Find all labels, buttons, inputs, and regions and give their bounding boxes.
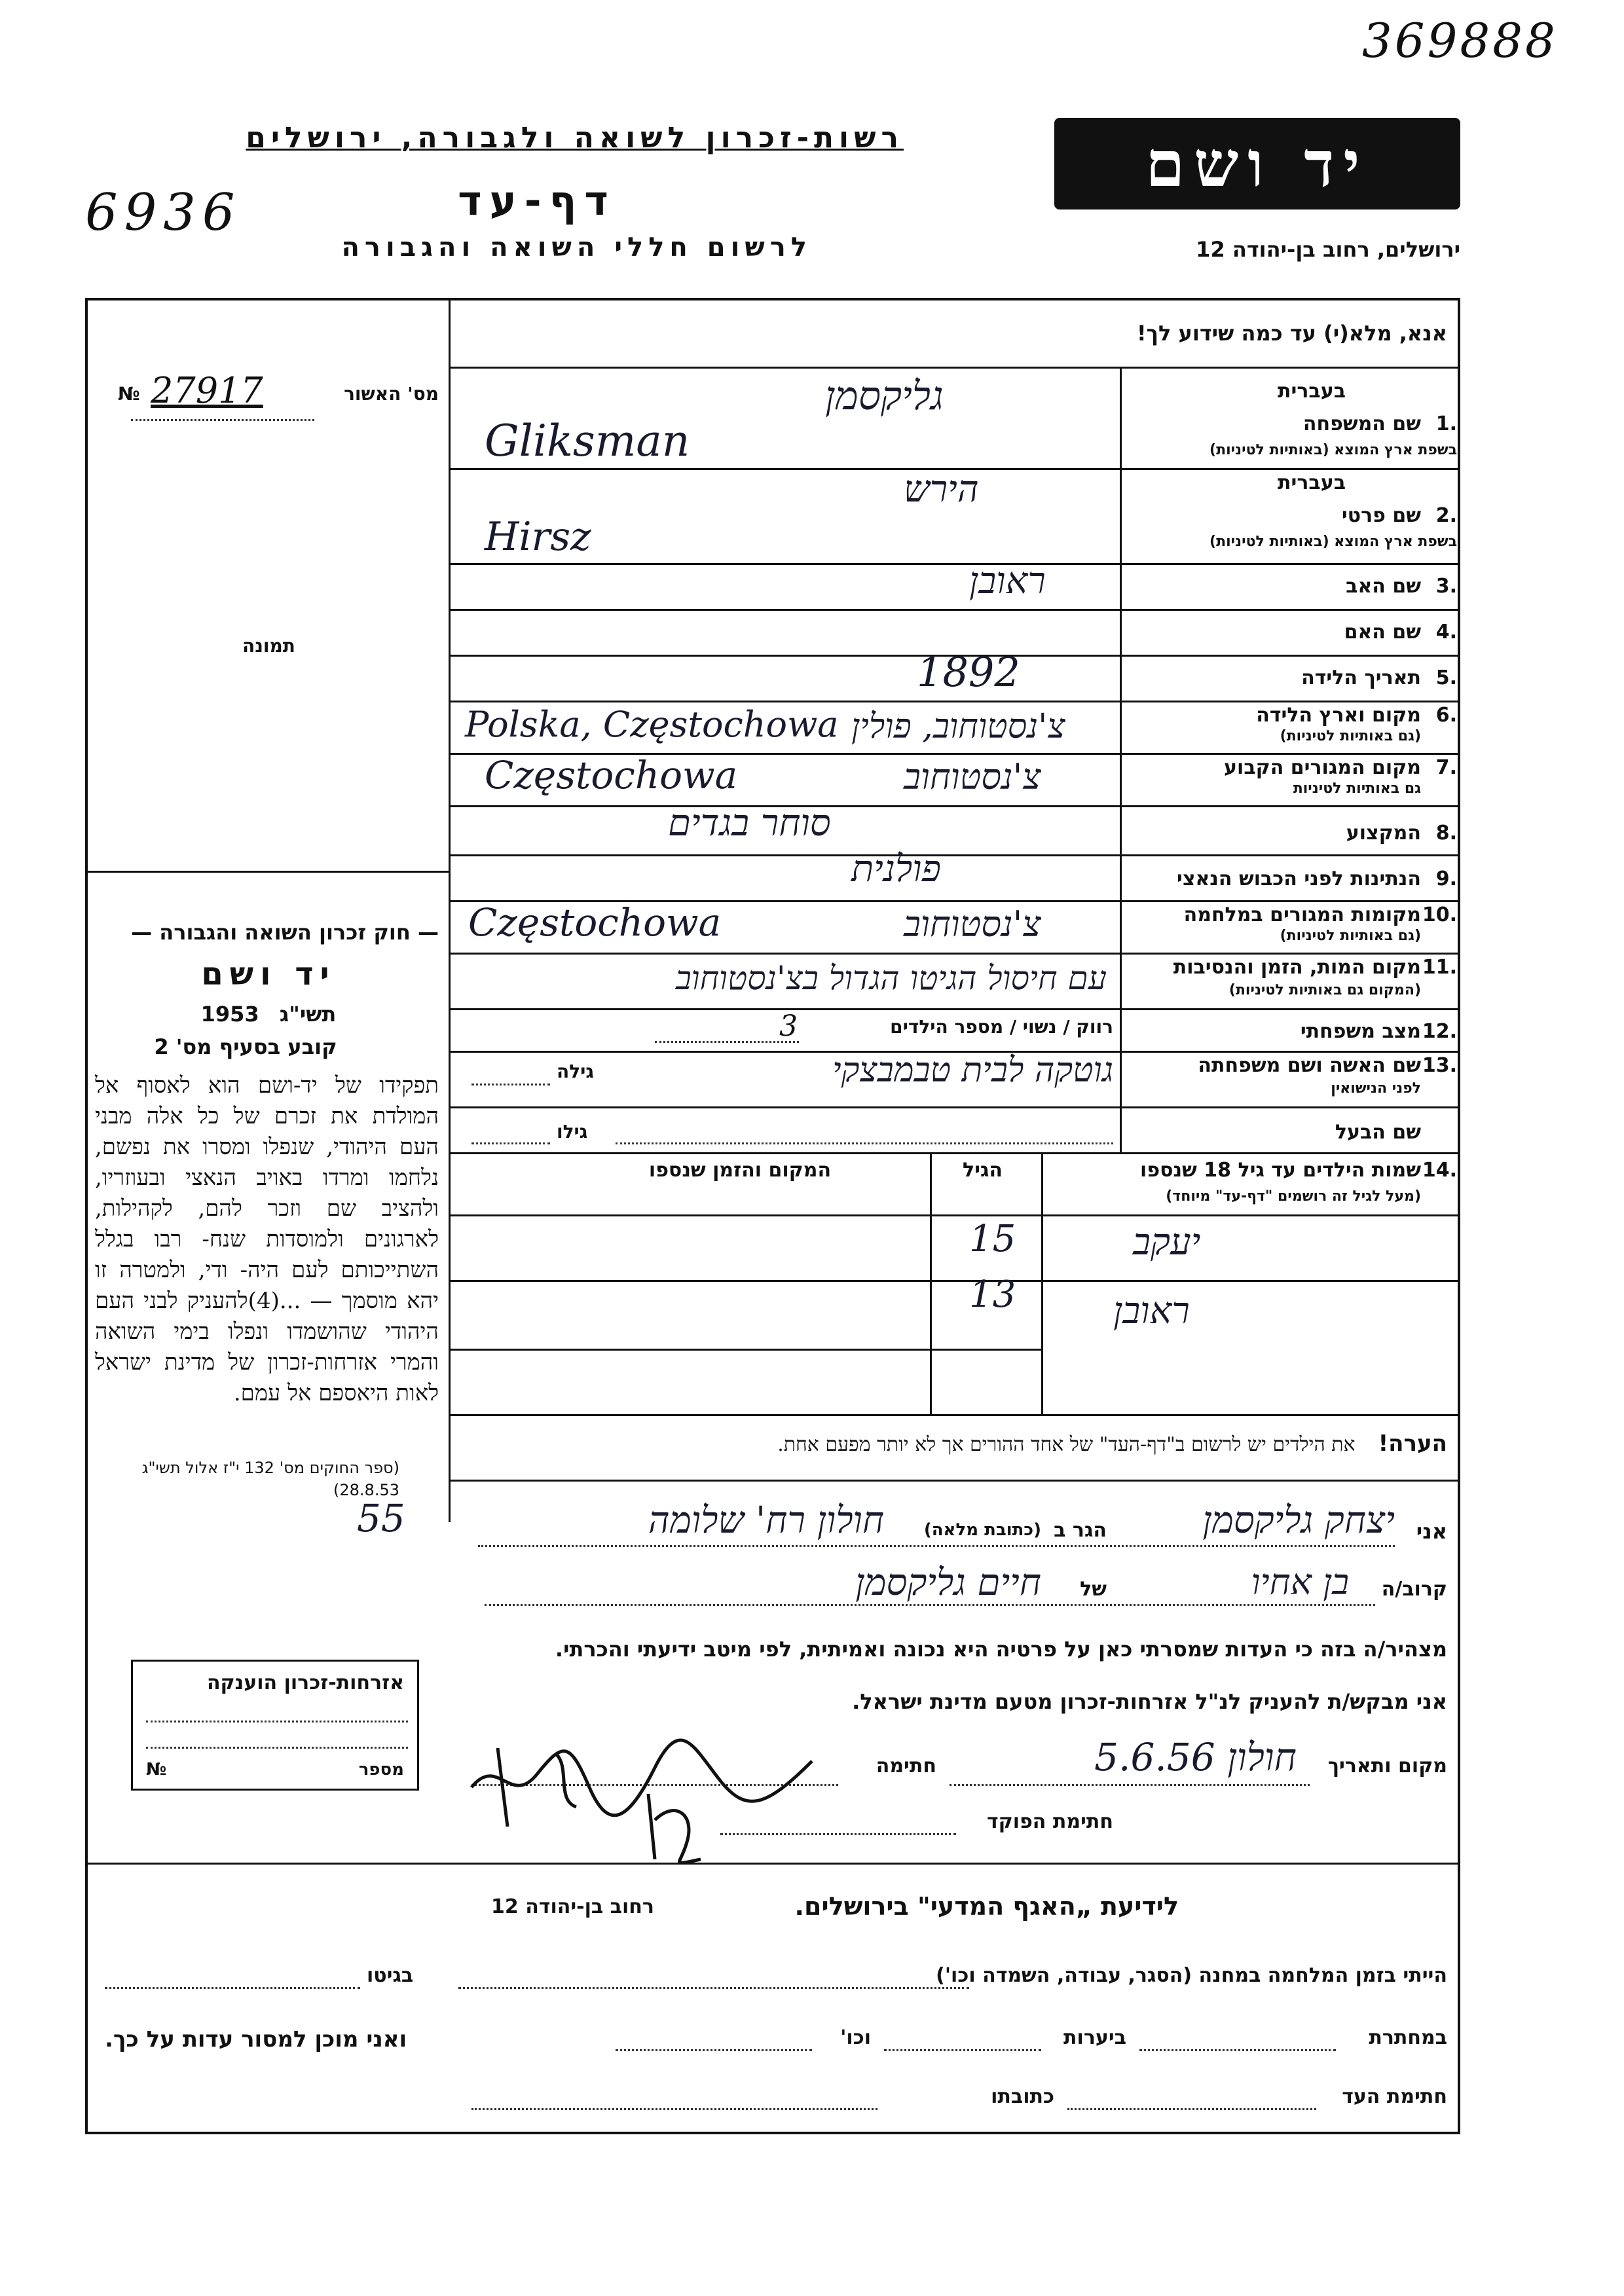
field-10-label: מקומות המגורים במלחמה [1183, 903, 1421, 926]
field-row-husband [458, 1106, 1457, 1152]
field-1-sub-label: בעברית [1278, 380, 1346, 403]
declarant-line-2 [458, 1561, 1447, 1614]
citizenship-label: אזרחות-זכרון הוענקה [206, 1671, 404, 1694]
field-9-label: הנתינות לפני הכבוש הנאצי [1177, 867, 1421, 890]
field-row-13 [458, 1051, 1457, 1106]
footer-address-label: כתובתו [991, 2085, 1054, 2108]
field-row-1 [458, 373, 1457, 468]
law-year-row [98, 1002, 439, 1027]
field-6-value-he: צ'נסטוחוב, פולין [851, 707, 1065, 746]
field-5-label: תאריך הלידה [1301, 666, 1421, 689]
child-2-age: 13 [969, 1273, 1016, 1316]
footer-ghetto-label: בגיטו [367, 1964, 414, 1987]
footer-witness-sign-label: חתימת העד [1342, 2085, 1447, 2108]
children-label: שמות הילדים עד גיל 18 שנספו [1140, 1159, 1421, 1182]
instruction-rule [449, 367, 1460, 369]
field-3-number: 3. [1435, 575, 1457, 598]
field-8-label: המקצוע [1346, 822, 1421, 845]
remark-label: הערה! [1378, 1430, 1447, 1457]
row-husband-rule [449, 1152, 1460, 1154]
remark-bottom-rule [449, 1480, 1460, 1482]
field-1-label: שם המשפחה [1302, 412, 1421, 435]
declaration-statement: מצהיר/ה בזה כי העדות שמסרתי כאן על פרטיה היא נכונה ואמיתית, לפי מיטב ידיעתי והכרתי. [555, 1637, 1447, 1662]
photo-label: תמונה [242, 635, 295, 657]
footer-line-2 [105, 2020, 1447, 2059]
footer-witness-dotline [1067, 2108, 1316, 2110]
field-1-number: 1. [1435, 412, 1457, 435]
citizenship-number-prefix: № [146, 1760, 167, 1779]
field-3-value: ראובן [969, 560, 1046, 602]
left-number: 6936 [85, 183, 242, 242]
field-13-age-label: גילה [557, 1061, 594, 1082]
declarant-address-label: (כתובת מלאה) [923, 1520, 1041, 1540]
field-husband-label: שם הבעל [1335, 1121, 1421, 1144]
field-row-10 [458, 900, 1457, 953]
field-13-age-dotline [471, 1084, 550, 1085]
children-header-rule [449, 1214, 1460, 1216]
field-12-label: מצב משפחתי [1300, 1020, 1421, 1043]
field-11-value: עם חיסול הגיטו הגדול בצ'נסטוחוב [675, 959, 1107, 997]
relation-value: בן אחיו [1251, 1561, 1349, 1603]
sidebar-divider [449, 298, 451, 1522]
field-10-value-he: צ'נסטוחוב [904, 903, 1041, 945]
place-date-label: מקום ותאריך [1327, 1755, 1447, 1777]
signature-label: חתימה [876, 1755, 936, 1777]
field-13-number: 13. [1422, 1054, 1457, 1077]
field-2-number: 2. [1435, 504, 1457, 527]
declarant-line-1 [327, 1496, 1447, 1552]
field-1-value-latin: Gliksman [485, 416, 690, 466]
approval-number-row [105, 370, 439, 416]
approval-underline [131, 419, 314, 421]
place-date-value: חולון 5.6.56 [1094, 1735, 1297, 1779]
field-6-number: 6. [1435, 704, 1457, 727]
field-9-number: 9. [1435, 867, 1457, 890]
footer-rule [85, 1863, 1460, 1865]
field-8-number: 8. [1435, 822, 1457, 845]
field-row-6 [458, 701, 1457, 753]
footer-notice: לידיעת „האגף המדעי" בירושלים. [794, 1892, 1179, 1921]
declarant-i-label: אני [1416, 1519, 1447, 1544]
field-2-value-latin: Hirsz [485, 514, 591, 560]
of-label: של [1080, 1578, 1107, 1601]
field-13-note: לפני הנישואין [1331, 1080, 1421, 1097]
field-8-value: סוחר בגדים [668, 802, 831, 845]
header-address: ירושלים, רחוב בן-יהודה 12 [1196, 237, 1460, 262]
footer-underground-label: במחתרת [1369, 2026, 1447, 2049]
officer-signature [629, 1781, 727, 1872]
field-row-9 [458, 848, 1457, 900]
footer-etc-dotline [616, 2049, 812, 2051]
officer-signature-label: חתימת הפוקד [987, 1810, 1113, 1833]
officer-signature-dotline [720, 1833, 956, 1835]
child-2-name: ראובן [1113, 1290, 1190, 1332]
remark-text: את הילדים יש לרשום ב"דף-העד" של אחד ההורים אך לא יותר מפעם אחת. [777, 1433, 1356, 1456]
approval-label: מס' האשור [344, 383, 439, 405]
footer-etc-label: וכו' [840, 2026, 871, 2049]
sidebar-photo-bottom [85, 871, 449, 873]
field-1-value-he: גליקסמן [825, 373, 944, 419]
field-husband-dotline [616, 1142, 1113, 1144]
place-date-dotline [950, 1784, 1310, 1786]
officer-sign-row [720, 1807, 1113, 1840]
field-7-value-he: צ'נסטוחוב [904, 756, 1041, 797]
declarant-line-2-dots [485, 1604, 1375, 1606]
field-5-value: 1892 [917, 648, 1020, 696]
children-place-header: המקום והזמן שנספו [648, 1159, 832, 1182]
footer-forests-label: ביערות [1063, 2026, 1126, 2049]
field-9-value: פולנית [851, 848, 941, 890]
field-2-sub-label: בעברית [1278, 471, 1346, 494]
field-husband-age-label: גילו [557, 1121, 588, 1142]
footer-address-dotline [471, 2108, 877, 2110]
law-year: 1953 [200, 1002, 259, 1027]
field-12-dotline [655, 1041, 799, 1043]
field-11-number: 11. [1422, 956, 1457, 979]
children-table-bottom [449, 1414, 1460, 1416]
children-row-1 [458, 1218, 1457, 1280]
field-10-note: (גם באותיות לטיניות) [1280, 928, 1421, 944]
form-title: דף-עד [458, 177, 616, 225]
footer-forests-dotline [884, 2049, 1041, 2051]
footer-camp-label: הייתי בזמן המלחמה במחנה (הסגר, עבודה, השמדה וכו') [936, 1964, 1447, 1987]
field-2-latin-label: בשפת ארץ המוצא (באותיות לטיניות) [1209, 534, 1457, 550]
footer-ghetto-dotline [105, 1987, 360, 1989]
field-2-value-he: הירש [904, 468, 979, 511]
field-10-number: 10. [1422, 903, 1457, 926]
field-row-8 [458, 802, 1457, 854]
institution-name: רשות-זכרון לשואה ולגבורה, ירושלים [246, 121, 904, 155]
field-row-12 [458, 1008, 1457, 1051]
field-11-note: (המקום גם באותיות לטיניות) [1228, 982, 1421, 998]
footer-underground-dotline [1139, 2049, 1336, 2051]
children-row-3 [458, 1349, 1457, 1414]
relation-label: קרוב/ה [1381, 1578, 1447, 1601]
citizenship-number-label: מספר [358, 1760, 404, 1779]
declarant-resident-label: הגר ב [1054, 1519, 1107, 1542]
law-title: — חוק זכרון השואה והגבורה — [131, 920, 439, 945]
citizenship-line-2 [146, 1747, 408, 1749]
field-6-value-latin: Polska, Częstochowa [465, 704, 839, 745]
field-7-number: 7. [1435, 756, 1457, 779]
field-row-2 [458, 468, 1457, 563]
remark-row [458, 1430, 1447, 1470]
footer-line-3 [105, 2079, 1447, 2118]
field-12-options: רווק / נשוי / מספר הילדים [890, 1016, 1113, 1038]
approval-value: 27917 [151, 370, 263, 411]
law-clause: קובע בסעיף מס' 2 [154, 1034, 337, 1059]
declarant-name: יצחק גליקסמן [1202, 1499, 1395, 1542]
declarant-address: חולון רח' שלומה [648, 1499, 884, 1542]
declaration-request: אני מבקש/ת להעניק לנ"ל אזרחות-זכרון מטעם מדינת ישראל. [852, 1689, 1447, 1714]
declarant-house-number: 55 [357, 1496, 405, 1540]
children-note: (מעל לגיל זה רושמים "דף-עד" מיוחד) [1166, 1188, 1421, 1205]
footer-testify-label: ואני מוכן למסור עדות על כך. [105, 2026, 407, 2052]
logo-text: יד ושם [1145, 126, 1369, 201]
field-row-5 [458, 648, 1457, 701]
law-text: תפקידו של יד-ושם הוא לאסוף אל המולדת את זכרם של כל אלה מבני העם היהודי, שנפלו ומסרו את נפשם, נלחמו ומרדו באויב הנאצי ובעוזריו, ולהציב שם וזכר להם, לקהילות, לארגונים ולמוסדות שנח- רבו בגלל השתייכותם לעם היה- ודי, ולמטרה זו יהא מוסמך — ...(4)להעניק לבני העם היהודי שהושמדו ונפלו בימי השואה והמרי אזרחות-זכרון של מדינת ישראל לאות היאספם אל עמם. [95, 1072, 439, 1406]
field-10-value-latin: Częstochowa [468, 900, 722, 945]
citizenship-line-1 [146, 1721, 408, 1722]
children-number: 14. [1422, 1159, 1457, 1182]
field-4-number: 4. [1435, 621, 1457, 644]
children-row-2 [458, 1273, 1457, 1352]
footer-notice-address: רחוב בן-יהודה 12 [491, 1895, 654, 1918]
field-1-latin-label: בשפת ארץ המוצא (באותיות לטיניות) [1209, 442, 1457, 458]
field-11-label: מקום המות, הזמן והנסיבות [1173, 956, 1421, 979]
field-4-label: שם האם [1344, 621, 1421, 644]
footer-camp-dotline [458, 1987, 969, 1989]
field-husband-age-dotline [471, 1142, 550, 1144]
field-row-7 [458, 753, 1457, 805]
law-reference: (ספר החוקים מס' 132 י"ז אלול תשי"ג 28.8.53) [141, 1459, 399, 1499]
field-13-label: שם האשה ושם משפחתה [1198, 1054, 1421, 1077]
declarant-line-1-dots [478, 1545, 1395, 1547]
archive-number: 369888 [1362, 13, 1558, 68]
law-name: יד ושם [201, 956, 336, 993]
children-header [458, 1156, 1457, 1221]
field-13-value: גוטקה לבית טבמבצקי [832, 1051, 1113, 1090]
field-row-3 [458, 560, 1457, 609]
relative-name: חיים גליקסמן [855, 1561, 1041, 1604]
field-6-note: (גם באותיות לטיניות) [1280, 728, 1421, 744]
field-2-label: שם פרטי [1341, 504, 1421, 527]
field-row-11 [458, 953, 1457, 1008]
field-7-value-latin: Częstochowa [485, 753, 738, 797]
footer-notice-row [458, 1892, 1179, 1931]
approval-prefix: № [118, 383, 140, 405]
form-subtitle: לרשום חללי השואה והגבורה [341, 232, 812, 263]
field-7-note: גם באותיות לטיניות [1293, 780, 1421, 797]
field-5-number: 5. [1435, 666, 1457, 689]
law-year-he: תשי"ג [279, 1002, 337, 1027]
child-1-age: 15 [969, 1218, 1016, 1260]
citizenship-box [131, 1660, 419, 1791]
field-7-label: מקום המגורים הקבוע [1224, 756, 1421, 779]
child-1-name: יעקב [1133, 1221, 1201, 1264]
instruction: אנא, מלא(י) עד כמה שידוע לך! [1136, 321, 1447, 346]
footer-line-1 [105, 1958, 1447, 1997]
children-age-header: הגיל [963, 1159, 1003, 1182]
field-3-label: שם האב [1346, 575, 1421, 598]
field-6-label: מקום וארץ הלידה [1256, 704, 1421, 727]
field-12-number: 12. [1422, 1020, 1457, 1043]
logo [1054, 118, 1460, 210]
field-12-children-count: 3 [779, 1010, 798, 1043]
